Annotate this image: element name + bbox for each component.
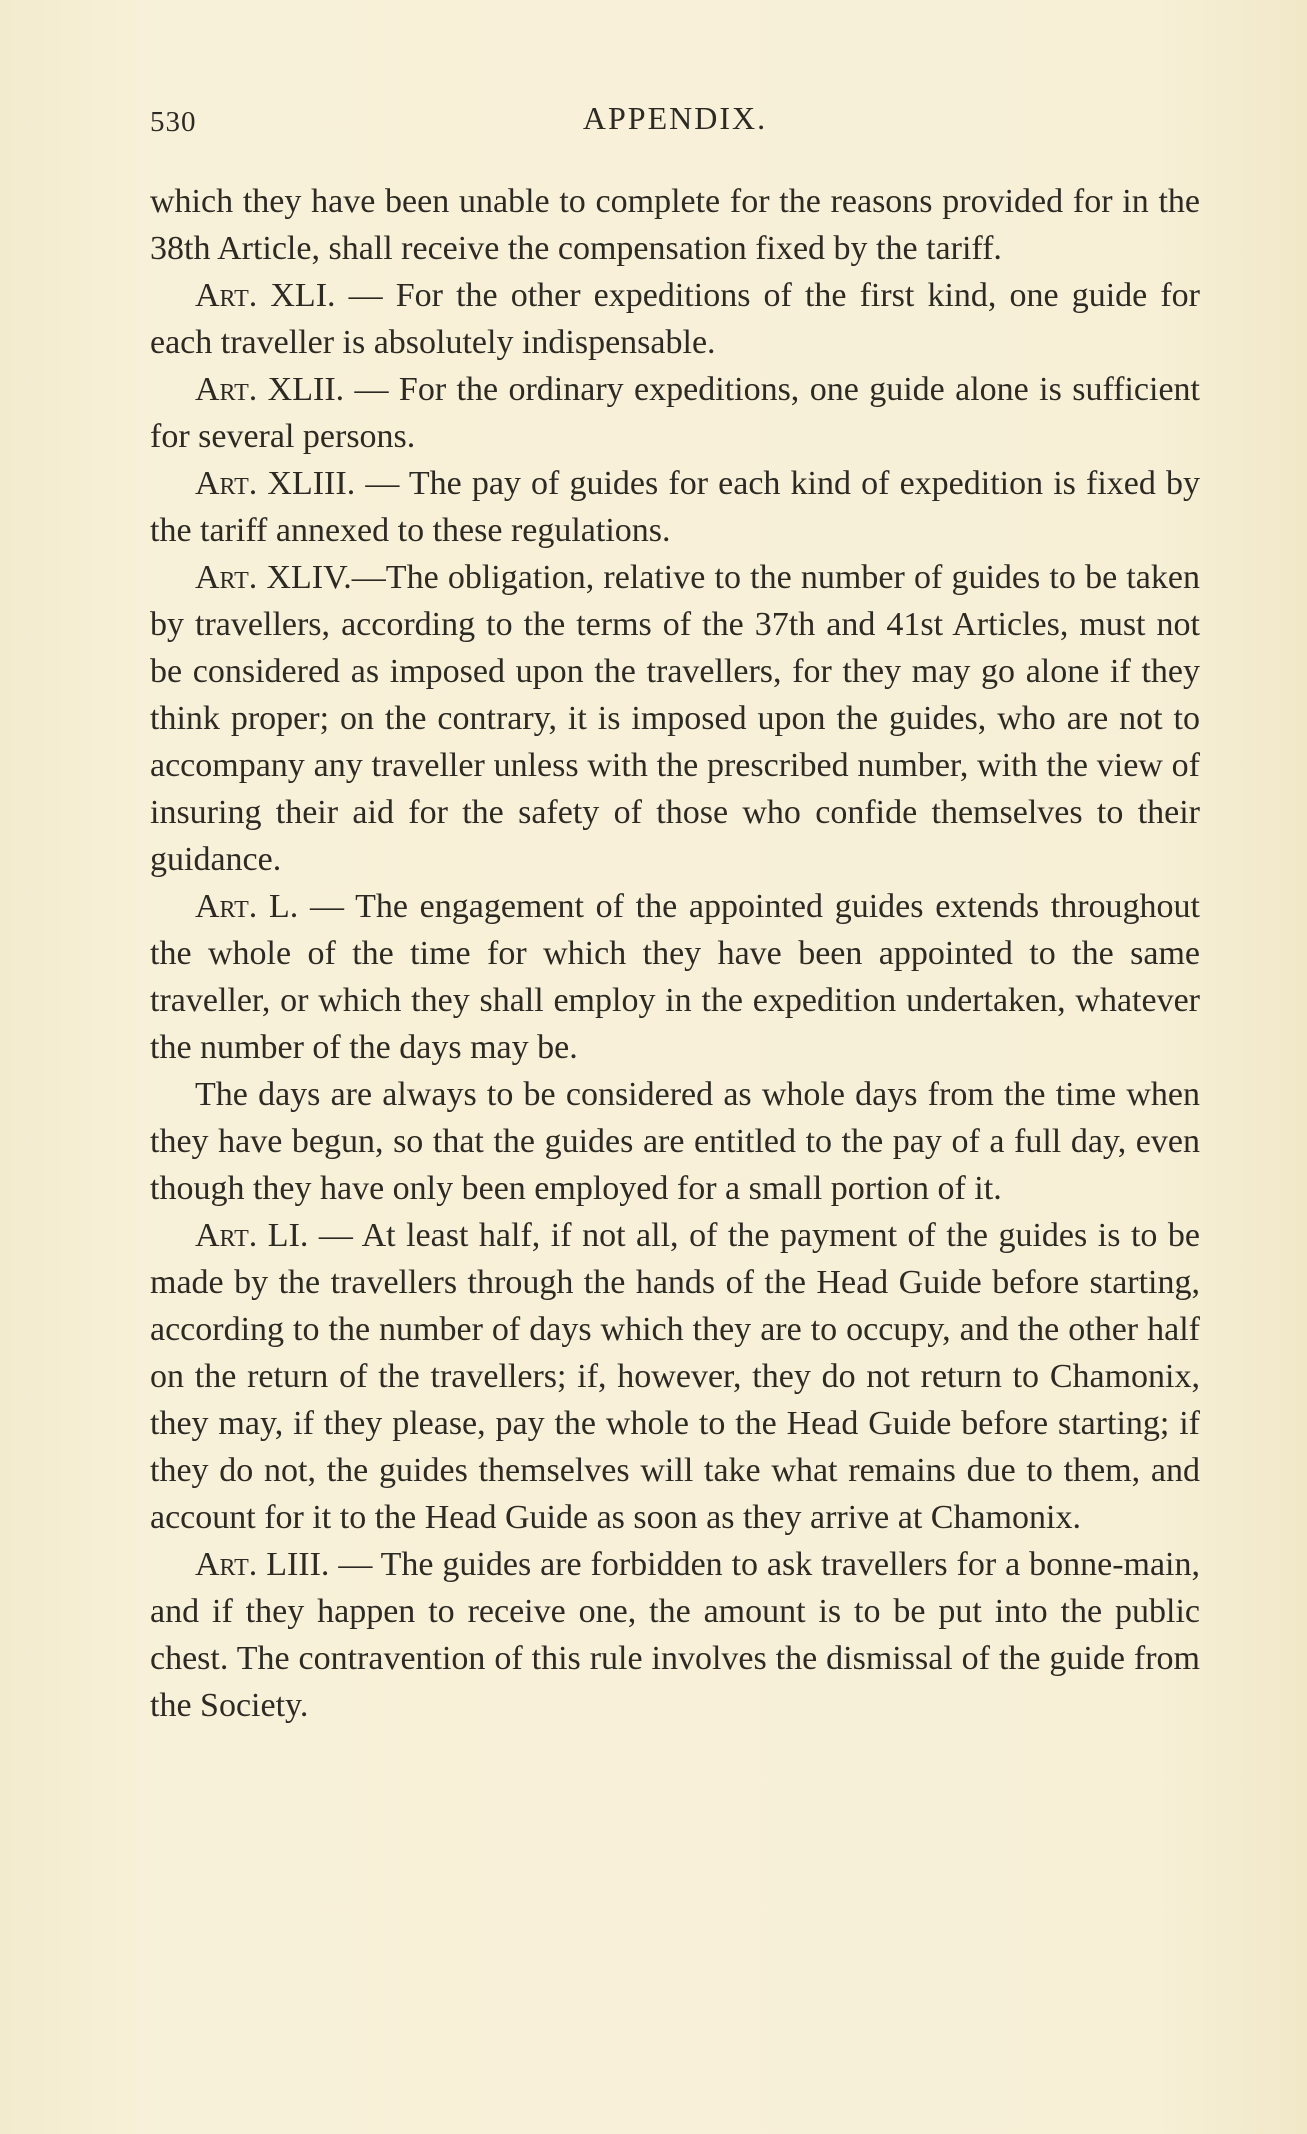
paragraph-text: The days are always to be considered as whole days from the time when they have begun, so that the guides are entitled to the pay of a full day, even though they have only been employed for a small portion of it. xyxy=(150,1076,1200,1207)
paragraph-art-xliii xyxy=(150,460,1200,554)
article-label: Art. L. xyxy=(195,888,299,925)
paragraph-art-li xyxy=(150,1212,1200,1541)
paragraph-days xyxy=(150,1071,1200,1212)
paragraph-text: — At least half, if not all, of the payment of the guides is to be made by the travellers through the hands of the Head Guide before starting, according to the number of days which they are to occupy, and the other half on the return of the travellers; if, however, they do not return to Chamonix, they may, if they please, pay the whole to the Head Guide before starting; if they do not, the guides themselves will take what remains due to them, and account for it to the Head Guide as soon as they arrive at Chamonix. xyxy=(150,1217,1201,1536)
page-header xyxy=(150,100,1200,144)
article-label: Art. XLI. xyxy=(195,277,336,314)
running-head: APPENDIX. xyxy=(582,100,768,136)
paragraph-art-liii xyxy=(150,1541,1200,1729)
article-label: Art. LIII. xyxy=(195,1546,330,1583)
paragraph-text: — The guides are forbidden to ask travellers for a bonne-main, and if they happen to receive one, the amount is to be put into the public chest. The contravention of this rule involves the dismissal of the guide from the Society. xyxy=(150,1546,1201,1724)
paragraph-text: — The pay of guides for each kind of expedition is fixed by the tariff annexed to these regulations. xyxy=(150,465,1200,549)
article-label: Art. LI. xyxy=(195,1217,309,1254)
paragraph-art-xliv xyxy=(150,554,1200,883)
paragraph-text: — For the ordinary expeditions, one guide alone is sufficient for several persons. xyxy=(150,371,1200,455)
article-label: Art. XLIII. xyxy=(195,465,356,502)
paragraph-art-xlii xyxy=(150,366,1200,460)
article-label: Art. XLII. xyxy=(195,371,345,408)
paragraph-art-xli xyxy=(150,272,1200,366)
paragraph-text: — The engagement of the appointed guides extends throughout the whole of the time for which they have been appointed to the same traveller, or which they shall employ in the expedition undertaken, whatever the number of the days may be. xyxy=(150,888,1200,1066)
paragraph-text: —The obligation, relative to the number of guides to be taken by travellers, according to the terms of the 37th and 41st Articles, must not be considered as imposed upon the travellers, for they may go alone if they think proper; on the contrary, it is imposed upon the guides, who are not to accompany any traveller unless with the prescribed number, with the view of insuring their aid for the safety of those who confide themselves to their guidance. xyxy=(150,559,1200,878)
body-text xyxy=(150,178,1200,1729)
paragraph-text: — For the other expeditions of the first kind, one guide for each traveller is absolutely indispensable. xyxy=(150,277,1200,361)
article-label: Art. XLIV. xyxy=(195,559,352,596)
paragraph-continuation xyxy=(150,178,1200,272)
paragraph-art-l xyxy=(150,883,1200,1071)
page-number: 530 xyxy=(150,106,197,138)
paragraph-text: which they have been unable to complete for the reasons provided for in the 38th Article, shall receive the compensation fixed by the tariff. xyxy=(150,183,1200,267)
